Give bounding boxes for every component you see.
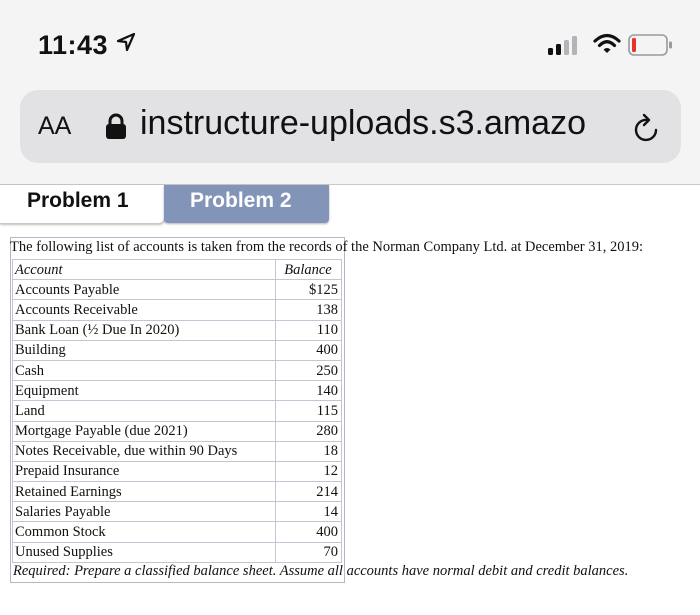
account-name: Accounts Receivable [13,300,276,320]
table-row [13,502,342,522]
account-name: Land [13,401,276,421]
account-balance: 400 [276,522,342,542]
account-balance: 250 [276,360,342,380]
account-balance: 70 [276,542,342,562]
table-row [13,522,342,542]
tab-label: Problem 1 [27,189,129,212]
clock: 11:43 [38,30,109,60]
table-header-row [13,260,342,280]
signal-icon [548,35,582,55]
table-row [13,461,342,481]
table-row [13,401,342,421]
table-row [13,360,342,380]
account-name: Mortgage Payable (due 2021) [13,421,276,441]
accounts-table [12,259,342,563]
account-name: Common Stock [13,522,276,542]
account-name: Accounts Payable [13,280,276,300]
account-balance: 138 [276,300,342,320]
text-size-label: AA [38,112,72,140]
lock-icon [105,113,127,140]
table-row [13,482,342,502]
problem-tabs [0,185,700,225]
account-name: Prepaid Insurance [13,461,276,481]
table-row [13,542,342,562]
account-name: Unused Supplies [13,542,276,562]
account-balance: 110 [276,320,342,340]
required-instruction: Required: Prepare a classified balance sheet. Assume all accounts have normal debit and credit balances. [13,563,629,579]
address-bar[interactable] [20,90,681,163]
text-size-button[interactable] [38,112,71,141]
account-name: Equipment [13,381,276,401]
table-row [13,381,342,401]
account-balance: 280 [276,421,342,441]
account-balance: 18 [276,441,342,461]
tab-problem-2[interactable] [164,185,329,223]
battery-icon [628,34,674,56]
account-name: Salaries Payable [13,502,276,522]
tab-problem-1[interactable] [0,185,165,224]
account-balance: 115 [276,401,342,421]
table-row [13,441,342,461]
table-row [13,320,342,340]
account-balance: $125 [276,280,342,300]
account-name: Building [13,340,276,360]
account-name: Notes Receivable, due within 90 Days [13,441,276,461]
account-balance: 400 [276,340,342,360]
reload-icon[interactable] [632,111,662,143]
account-name: Bank Loan (½ Due In 2020) [13,320,276,340]
url-text[interactable]: instructure-uploads.s3.amazo [140,104,587,142]
account-balance: 214 [276,482,342,502]
table-row [13,340,342,360]
status-bar [0,0,700,85]
account-name: Cash [13,360,276,380]
intro-text: The following list of accounts is taken from the records of the Norman Company Ltd. at December 31, 2019: [10,239,644,255]
table-row [13,300,342,320]
account-balance: 140 [276,381,342,401]
table-row [13,280,342,300]
account-balance: 12 [276,461,342,481]
table-row [13,421,342,441]
wifi-icon [593,33,621,55]
account-name: Retained Earnings [13,482,276,502]
tab-label: Problem 2 [190,189,292,212]
header-balance: Balance [276,260,342,280]
browser-chrome [0,85,700,185]
header-account: Account [13,260,276,280]
account-balance: 14 [276,502,342,522]
location-arrow-icon [116,32,136,52]
